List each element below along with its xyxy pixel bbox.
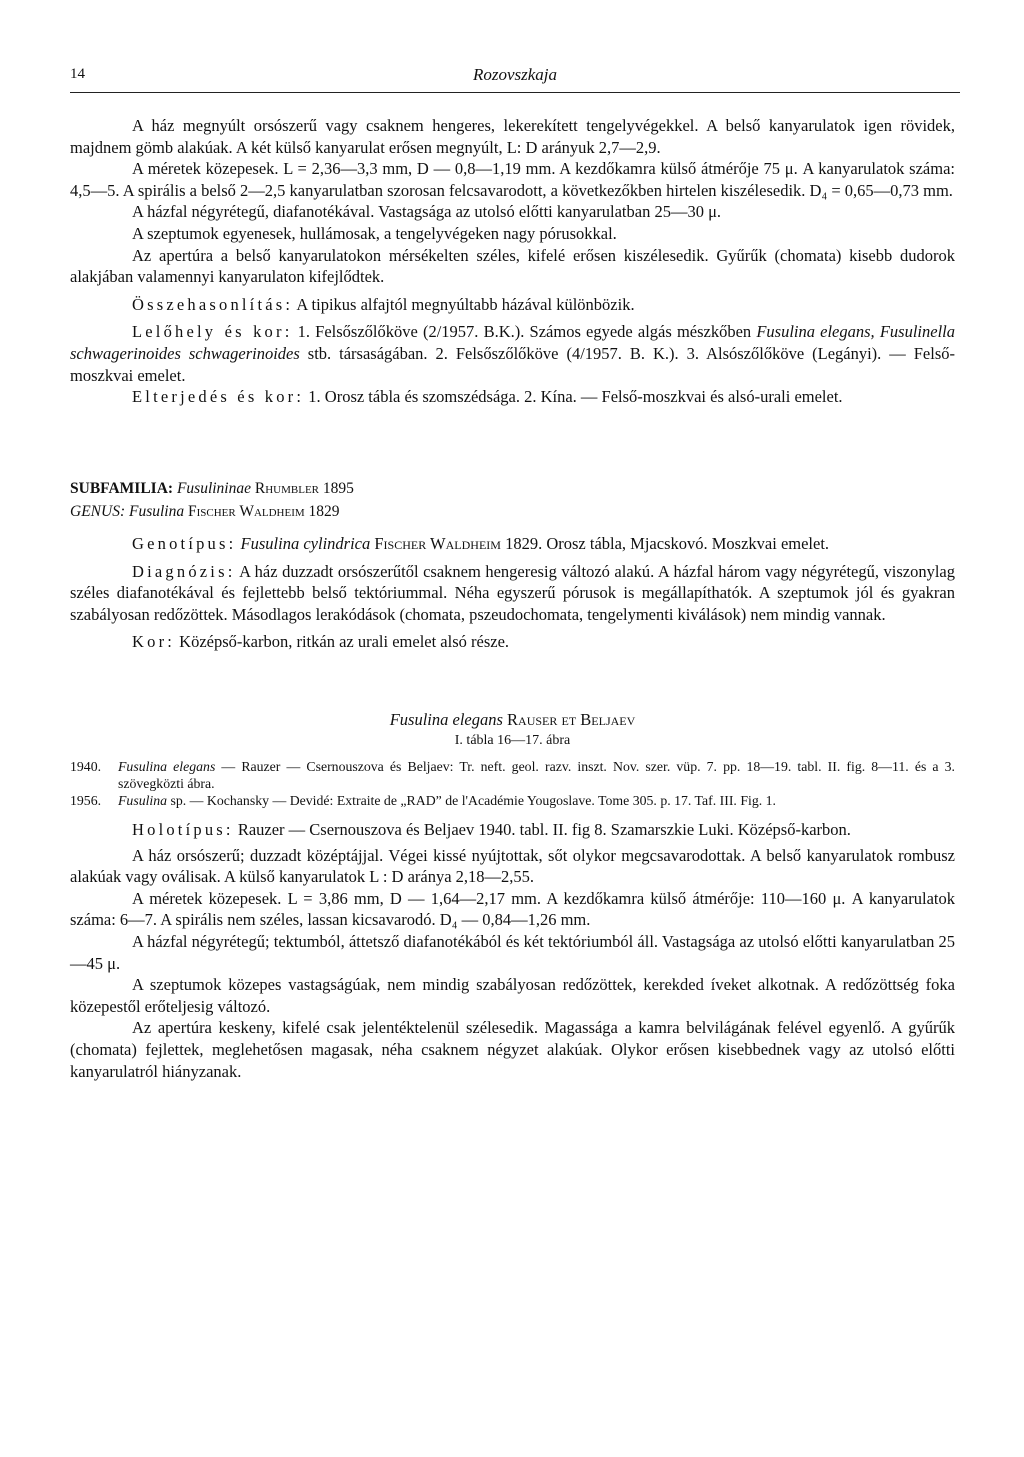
paragraph: A szeptumok közepes vastagságúak, nem mindig szabályosan redőzöttek, kerekded íveket alkotnak. A redőzöttség foka közepestől erőteljesig változó.	[70, 975, 955, 1016]
diagnosis-text: A ház duzzadt orsószerűtől csaknem hengeresig változó alakú. A házfal három vagy négyrétegű, viszonylag széles diafanotékával és fejlettebb belső tektóriummal. Néha egyszerű pórusok is megállapíthatók. A szeptumok jól és gyakran szabályosan redőzöttek. Másodlagos lerakódások (chomata, pszeudochomata, tengelymenti kiválások) nem mindig vannak.	[70, 561, 955, 624]
paragraph: Az apertúra a belső kanyarulatokon mérsékelten széles, kifelé erősen kiszélesedik. Gyűrűk (chomata) kisebb dudorok alakjában valamennyi kanyarulaton kifejlődtek.	[70, 245, 955, 287]
synonymy-entry	[70, 792, 955, 809]
synonymy-text: — Rauzer — Csernouszova és Beljaev: Tr. neft. geol. razv. inszt. Nov. szer. vüp. 7. pp. 18—19. tabl. II. fig. 8—11. és a 3. szövegközti ábra.	[118, 759, 955, 792]
genus-label: GENUS:	[70, 503, 126, 521]
comparison-label: Összehasonlítás:	[132, 294, 294, 314]
synonymy-text: sp. — Kochansky — Devidé: Extraite de „RAD” de l'Académie Yougoslave. Tome 305. p. 17. Taf. III. Fig. 1.	[167, 793, 776, 809]
genotype-author: Fischer Waldheim	[374, 533, 501, 553]
genus-name: Fusulina	[128, 503, 185, 521]
paragraph: A szeptumok egyenesek, hullámosak, a tengelyvégeken nagy pórusokkal.	[132, 223, 617, 243]
age-text: Középső-karbon, ritkán az urali emelet alsó része.	[175, 632, 510, 652]
age-label: Kor:	[132, 632, 176, 652]
distribution-paragraph	[70, 386, 955, 408]
paragraph: A házfal négyrétegű, diafanotékával. Vastagsága az utolsó előtti kanyarulatban 25—30 μ.	[132, 202, 722, 222]
holotype-text: Rauzer — Csernouszova és Beljaev 1940. tabl. II. fig 8. Szamarszkie Luki. Középső-karbon.	[233, 820, 851, 840]
synonymy-year: 1956.	[70, 793, 102, 809]
synonymy-taxon: Fusulina	[118, 793, 168, 809]
page-body	[70, 115, 955, 1082]
age-paragraph	[70, 631, 955, 653]
diagnosis-paragraph	[70, 561, 955, 626]
comparison-paragraph	[70, 294, 955, 316]
paragraph: A ház megnyúlt orsószerű vagy csaknem hengeres, lekerekített tengelyvégekkel. A belső kanyarulatok igen rövidek, majdnem gömb alakúak. A két külső kanyarulat erősen megnyúlt, L: D arányuk 2,7—2,9.	[70, 116, 955, 157]
genotype-rest: 1829. Orosz tábla, Mjacskovó. Moszkvai emelet.	[500, 533, 830, 553]
genotype-species: Fusulina cylindrica	[240, 533, 371, 553]
paragraph: A ház orsószerű; duzzadt középtájjal. Végei kissé nyújtottak, sőt olykor megcsavarodottak. A belső kanyarulatok rombusz alakúak vagy oválisak. A külső kanyarulatok L : D aránya 2,18—2,55.	[70, 845, 955, 887]
subfamily-label: SUBFAMILIA:	[70, 479, 174, 497]
species-name: Fusulina elegans	[389, 709, 503, 729]
subfamily-line	[70, 478, 955, 500]
genus-line	[70, 501, 955, 523]
species-names: Fusulina elegans, Fusulinella schwagerinoides schwagerinoides	[70, 322, 955, 363]
page-number: 14	[70, 66, 85, 82]
running-title: Rozovszkaja	[472, 65, 558, 84]
genus-author: Fischer Waldheim 1829	[187, 503, 340, 521]
genotype-paragraph	[70, 533, 955, 555]
synonymy-taxon: Fusulina elegans	[118, 759, 216, 775]
paragraph: Az apertúra keskeny, kifelé csak jelentéktelenül szélesedik. Magassága a kamra belvilágának felével egyenlő. A gyűrűk (chomata) fejlettek, meglehetősen magasak, néha csaknem négyzet alakúak. Olykor erősen kisebbednek vagy az utolsó előtti kanyarulatról hiányzanak.	[70, 1018, 955, 1081]
paragraph: A méretek közepesek. L = 3,86 mm, D — 1,64—2,17 mm. A kezdőkamra külső átmérője: 110—160 μ. A kanyarulatok száma: 6—7. A spirális nem széles, lassan kicsavarodó. D₄ — 0,84—1,26 mm.	[70, 888, 955, 930]
synonymy-list	[70, 758, 955, 809]
species-author: Rauser et Beljaev	[507, 709, 636, 729]
plate-reference: I. tábla 16—17. ábra	[454, 733, 571, 749]
paragraph: A méretek közepesek. L = 2,36—3,3 mm, D — 0,8—1,19 mm. A kezdőkamra külső átmérője 75 μ. A kanyarulatok száma: 4,5—5. A spirális a belső 2—2,5 kanyarulatban szorosan felcsavarodott, a következőkben hirtelen kiszélesedik. D₄ = 0,65—0,73 mm.	[70, 159, 955, 200]
distribution-text: 1. Orosz tábla és szomszédsága. 2. Kína. — Felső-moszkvai és alsó-urali emelet.	[304, 387, 843, 407]
subfamily-author: Rhumbler 1895	[254, 479, 354, 497]
distribution-label: Elterjedés és kor:	[132, 387, 305, 407]
holotype-label: Holotípus:	[132, 820, 234, 840]
species-heading	[70, 709, 955, 731]
locality-label: Lelőhely és kor:	[132, 322, 293, 342]
diagnosis-label: Diagnózis:	[132, 561, 236, 581]
running-head	[70, 64, 960, 93]
locality-paragraph	[70, 321, 955, 386]
paragraph: A házfal négyrétegű; tektumból, áttetsző diafanotékából és két tektóriumból áll. Vastagsága az utolsó előtti kanyarulatban 25—45 μ.	[70, 932, 955, 973]
subfamily-name: Fusulininae	[176, 479, 251, 497]
comparison-text: A tipikus alfajtól megnyúltabb házával különbözik.	[293, 294, 635, 314]
synonymy-year: 1940.	[70, 759, 102, 775]
holotype-paragraph	[70, 819, 955, 841]
synonymy-entry	[70, 758, 955, 792]
locality-text-cont: stb. társaságában. 2. Felsőszőlőköve (4/1957. B. K.). 3. Alsószőlőköve (Legányi). — Felső-moszkvai emelet.	[70, 343, 955, 385]
locality-text: 1. Felsőszőlőköve (2/1957. B.K.). Számos egyede algás mészkőben	[292, 322, 757, 342]
genotype-label: Genotípus:	[132, 533, 237, 553]
